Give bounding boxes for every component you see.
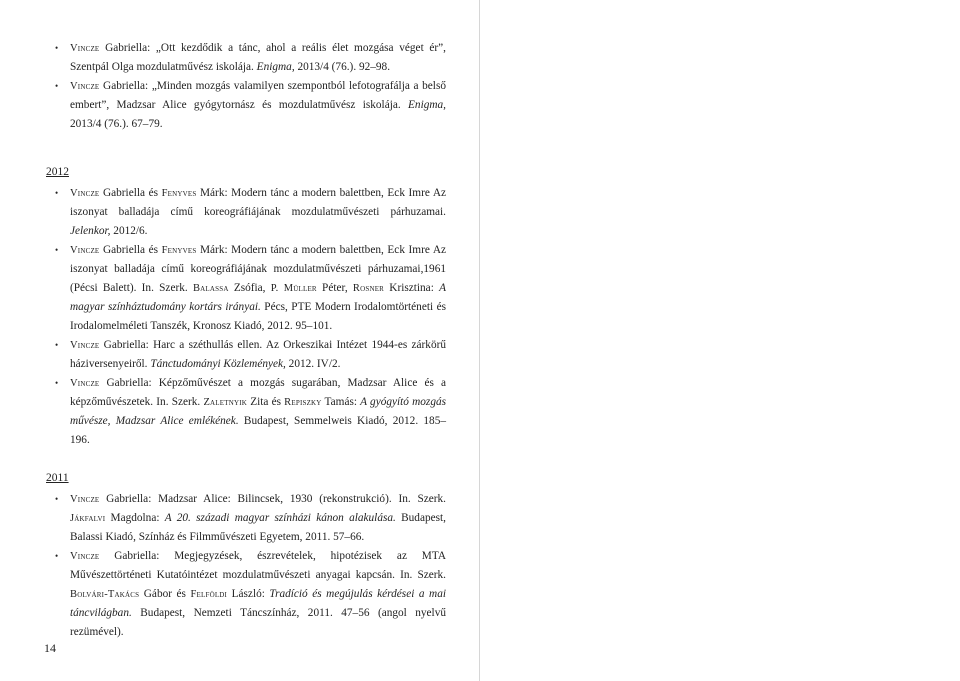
author-name: Balassa [192, 283, 229, 294]
entry-text: Gábor és [139, 588, 191, 600]
entry-text: Tamás: [321, 396, 361, 408]
page-number: 14 [44, 641, 56, 655]
author-name: Fenyves [161, 245, 197, 256]
list-item [46, 39, 446, 77]
entries-2012 [46, 184, 446, 450]
entry-text: Gabriella: Harc a széthullás ellen. Az Orkeszikai Intézet 1944-es zárkörű háziversenyeiről. [70, 339, 446, 370]
entry-text: Zita és [247, 396, 285, 408]
list-item [46, 241, 446, 336]
author-name: Vincze [70, 245, 100, 256]
entry-text: Márk: Modern tánc a modern balettben, Eck Imre Az iszonyat balladája című koreográfiájának mozdulatművészeti párhuzamai. [70, 187, 446, 218]
publication-title: A gyógyító mozgás művésze, Madzsar Alice emlékének. [70, 396, 447, 427]
entry-text: Gabriella és [99, 244, 162, 256]
author-name: Zaletnyik [203, 397, 248, 408]
entry-text: Budapest, Balassi Kiadó, Színház és Filmművészeti Egyetem, 2011. 57–66. [70, 512, 446, 543]
entry-text: Gabriella: „Minden mozgás valamilyen szempontból lefotografálja a belső embert”, Madzsar Alice gyógytornász és mozdulatművész iskolája. [70, 80, 446, 111]
entry-text: Krisztina: [384, 282, 440, 294]
author-name: Vincze [70, 188, 100, 199]
entry-text: 2012/6. [110, 225, 148, 237]
publication-title: Enigma, [408, 99, 446, 111]
entry-text: Gabriella: Megjegyzések, észrevételek, hipotézisek az MTA Művészettörténeti Kutatóintézet mozdulatművészeti anyagai kapcsán. In. Szerk. [70, 550, 446, 581]
publication-title: Enigma, [256, 61, 295, 73]
entry-text: Pécs, PTE Modern Irodalomtörténeti és Irodalomelméleti Tanszék, Kronosz Kiadó, 2012. 95–101. [70, 301, 446, 332]
bibliography [46, 39, 446, 642]
entry-text: 2013/4 (76.). 92–98. [294, 61, 391, 73]
entries-top [46, 39, 446, 134]
author-name: Vincze [70, 43, 100, 54]
entry-text: Márk: Modern tánc a modern balettben, Eck Imre Az iszonyat balladája című koreográfiájának mozdulatművészeti párhuzamai,1961 (Pécsi Balett). In. Szerk. [70, 244, 446, 294]
list-item [46, 336, 446, 374]
author-name: Felföldi [190, 589, 228, 600]
entry-text: Magdolna: [105, 512, 165, 524]
author-name: Vincze [70, 81, 100, 92]
author-name: Jákfalvi [70, 513, 106, 524]
year-heading-2012: 2012 [46, 166, 69, 178]
author-name: Fenyves [161, 188, 197, 199]
author-name: Vincze [70, 340, 100, 351]
list-item [46, 77, 446, 134]
entry-text: László: [227, 588, 270, 600]
entry-text: Budapest, Nemzeti Táncszínház, 2011. 47–56 (angol nyelvű rezümével). [70, 607, 446, 638]
list-item [46, 374, 446, 450]
entry-text: Péter, [316, 282, 353, 294]
entry-text: Zsófia, [228, 282, 271, 294]
list-item [46, 184, 446, 241]
publication-title: Tánctudományi Közlemények, [150, 358, 286, 370]
author-name: Vincze [70, 551, 100, 562]
author-name: Vincze [70, 378, 100, 389]
publication-title: Tradíció és megújulás kérdései a mai táncvilágban. [70, 588, 446, 619]
author-name: Bolvári-Takács [70, 589, 140, 600]
author-name: P. Müller [270, 283, 317, 294]
entry-text: Gabriella és [99, 187, 162, 199]
entry-text: Budapest, Semmelweis Kiadó, 2012. 185–196. [70, 415, 446, 446]
author-name: Repiszky [284, 397, 322, 408]
publication-title: A 20. századi magyar színházi kánon alakulása. [164, 512, 396, 524]
entry-text: Gabriella: Madzsar Alice: Bilincsek, 1930 (rekonstrukció). In. Szerk. [99, 493, 446, 505]
list-item [46, 547, 446, 642]
author-name: Rosner [352, 283, 385, 294]
entry-text: Gabriella: Képzőművészet a mozgás sugarában, Madzsar Alice és a képzőművészetek. In. Szerk. [70, 377, 446, 408]
right-page [480, 0, 960, 681]
entry-text: 2012. IV/2. [285, 358, 341, 370]
author-name: Vincze [70, 494, 100, 505]
publication-title: A magyar színháztudomány kortárs irányai. [70, 282, 446, 313]
year-heading-2011: 2011 [46, 472, 69, 484]
publication-title: Jelenkor, [70, 225, 111, 237]
entries-2011 [46, 490, 446, 642]
list-item [46, 490, 446, 547]
entry-text: Gabriella: „Ott kezdődik a tánc, ahol a reális élet mozgása véget ér”, Szentpál Olga mozdulatművész iskolája. [70, 42, 446, 73]
entry-text: 2013/4 (76.). 67–79. [70, 118, 163, 130]
